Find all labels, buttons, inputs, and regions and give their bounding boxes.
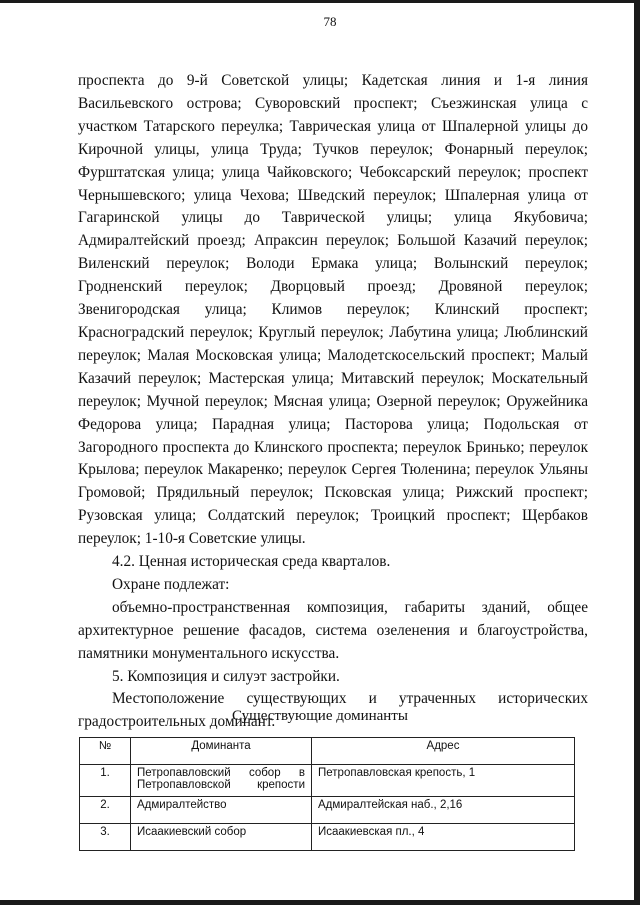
table-row bbox=[80, 765, 575, 797]
row-dominant: Петропавловский собор в Петропавловской крепости bbox=[131, 765, 312, 797]
scan-border-right bbox=[634, 0, 640, 905]
row-address: Исаакиевская пл., 4 bbox=[312, 824, 575, 851]
row-number: 2. bbox=[80, 797, 131, 824]
dominants-table bbox=[79, 737, 575, 851]
table-row bbox=[80, 797, 575, 824]
section-heading-4-2: 4.2. Ценная историческая среда кварталов. bbox=[112, 553, 391, 571]
table-header-row bbox=[80, 738, 575, 765]
header-number: № bbox=[80, 738, 131, 765]
scan-border-top bbox=[0, 0, 640, 3]
paragraph-protection-intro: Охране подлежат: bbox=[112, 575, 230, 593]
row-number: 1. bbox=[80, 765, 131, 797]
row-number: 3. bbox=[80, 824, 131, 851]
page-number: 78 bbox=[323, 14, 337, 29]
row-address: Петропавловская крепость, 1 bbox=[312, 765, 575, 797]
header-address: Адрес bbox=[312, 738, 575, 765]
paragraph-street-list: проспекта до 9-й Советской улицы; Кадетская линия и 1-я линия Васильевского острова; Суворовский проспект; Съезжинская улица с участком Татарского переулка; Таврическая улица от Шпалерной улицы до Кирочной улицы, улица Труда; Тучков переулок; Фонарный переулок; Фурштатская улица; улица Чайковского; Чебоксарский переулок; проспект Чернышевского; улица Чехова; Шведский переулок; Шпалерная улица от Гагаринской улицы до Таврической улицы; улица Якубовича; Адмиралтейский проезд; Апраксин переулок; Большой Казачий переулок; Виленский переулок; Володи Ермака улица; Волынский переулок; Гродненский переулок; Дворцовый проезд; Дровяной переулок; Звенигородская улица; Климов переулок; Клинский проспект; Красноградский переулок; Круглый переулок; Лабутина улица; Люблинский переулок; Малая Московская улица; Малодетскосельский проспект; Малый Казачий переулок; Мастерская улица; Митавский переулок; Москательный переулок; Мучной переулок; Мясная улица; Озерной переулок; Оружейника Федорова улица; Парадная улица; Пасторова улица; Подольская от Загородного проспекта до Клинского проспекта; переулок Бринько; переулок Крылова; переулок Макаренко; переулок Сергея Тюленина; переулок Ульяны Громовой; Прядильный переулок; Псковская улица; Рижский проспект; Рузовская улица; Солдатский переулок; Троицкий проспект; Щербаков переулок; 1-10-я Советские улицы. bbox=[78, 72, 588, 548]
row-address: Адмиралтейская наб., 2,16 bbox=[312, 797, 575, 824]
scan-border-bottom bbox=[0, 900, 640, 905]
row-dominant: Адмиралтейство bbox=[131, 797, 312, 824]
table-title: Существующие доминанты bbox=[232, 708, 408, 724]
paragraph-dominants-location: Местоположение существующих и утраченных исторических градостроительных доминант. bbox=[78, 690, 588, 731]
row-dominant: Исаакиевский собор bbox=[131, 824, 312, 851]
header-dominant: Доминанта bbox=[131, 738, 312, 765]
section-heading-5: 5. Композиция и силуэт застройки. bbox=[112, 667, 340, 685]
document-body bbox=[78, 70, 588, 734]
paragraph-protection-items: объемно-пространственная композиция, габариты зданий, общее архитектурное решение фасадов, система озеленения и благоустройства, памятники монументального искусства. bbox=[78, 598, 588, 662]
table-row bbox=[80, 824, 575, 851]
